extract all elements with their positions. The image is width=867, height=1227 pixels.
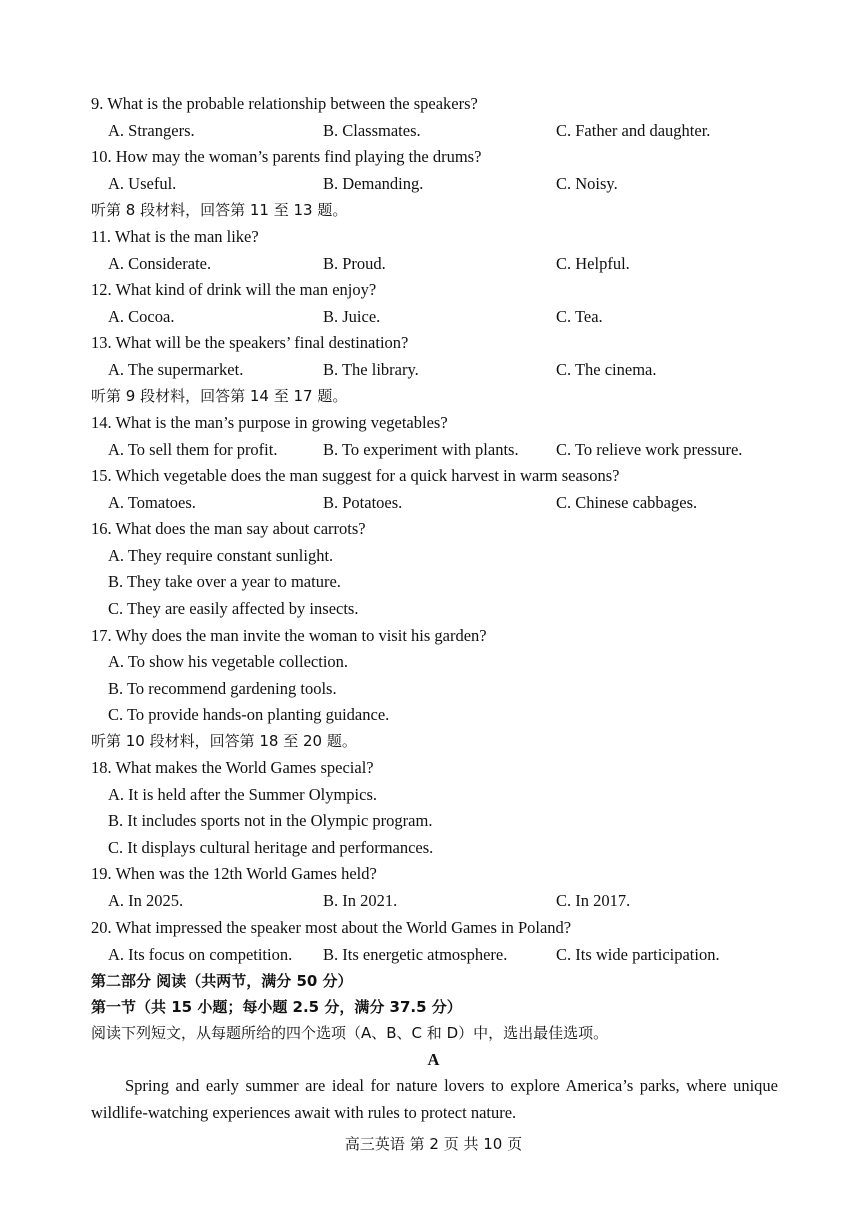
question-19-stem: 19. When was the 12th World Games held? xyxy=(91,864,377,883)
question-13-option-c: C. The cinema. xyxy=(556,360,657,379)
question-13-option-a: A. The supermarket. xyxy=(108,360,244,379)
question-10-option-c: C. Noisy. xyxy=(556,174,618,193)
section-8-instruction: 听第 8 段材料，回答第 11 至 13 题。 xyxy=(91,201,348,219)
question-9-stem: 9. What is the probable relationship between the speakers? xyxy=(91,94,478,113)
question-16-stem: 16. What does the man say about carrots? xyxy=(91,519,366,538)
question-12-option-b: B. Juice. xyxy=(323,307,381,326)
question-17-stem: 17. Why does the man invite the woman to visit his garden? xyxy=(91,626,487,645)
section-1-title: 第一节（共 15 小题；每小题 2.5 分，满分 37.5 分） xyxy=(91,998,462,1016)
question-20-option-b: B. Its energetic atmosphere. xyxy=(323,945,508,964)
question-9-option-c: C. Father and daughter. xyxy=(556,121,711,140)
passage-text: Spring and early summer are ideal for nature lovers to explore America’s parks, where unique wildlife-watching experiences await with rules to protect nature. xyxy=(91,1076,778,1122)
question-15-option-a: A. Tomatoes. xyxy=(108,493,196,512)
section-10-instruction: 听第 10 段材料，回答第 18 至 20 题。 xyxy=(91,732,357,750)
page-footer: 高三英语 第 2 页 共 10 页 xyxy=(344,1135,523,1153)
question-20-option-c: C. Its wide participation. xyxy=(556,945,720,964)
question-18-option-a: A. It is held after the Summer Olympics. xyxy=(108,785,377,804)
question-17-option-b: B. To recommend gardening tools. xyxy=(108,679,337,698)
question-12-stem: 12. What kind of drink will the man enjoy? xyxy=(91,280,377,299)
question-16-option-c: C. They are easily affected by insects. xyxy=(108,599,359,618)
passage-letter: A xyxy=(427,1050,440,1069)
question-13-option-b: B. The library. xyxy=(323,360,419,379)
question-17-option-c: C. To provide hands-on planting guidance. xyxy=(108,705,390,724)
question-19-option-c: C. In 2017. xyxy=(556,891,631,910)
question-18-option-b: B. It includes sports not in the Olympic program. xyxy=(108,811,433,830)
question-19-option-b: B. In 2021. xyxy=(323,891,398,910)
question-10-stem: 10. How may the woman’s parents find playing the drums? xyxy=(91,147,482,166)
question-20-stem: 20. What impressed the speaker most about the World Games in Poland? xyxy=(91,918,572,937)
question-18-option-c: C. It displays cultural heritage and performances. xyxy=(108,838,434,857)
part-2-title: 第二部分 阅读（共两节，满分 50 分） xyxy=(91,972,353,990)
question-11-stem: 11. What is the man like? xyxy=(91,227,259,246)
section-9-instruction: 听第 9 段材料，回答第 14 至 17 题。 xyxy=(91,387,348,405)
question-9-option-a: A. Strangers. xyxy=(108,121,195,140)
question-15-stem: 15. Which vegetable does the man suggest for a quick harvest in warm seasons? xyxy=(91,466,620,485)
question-15-option-b: B. Potatoes. xyxy=(323,493,403,512)
question-11-option-a: A. Considerate. xyxy=(108,254,212,273)
reading-instructions: 阅读下列短文，从每题所给的四个选项（A、B、C 和 D）中，选出最佳选项。 xyxy=(91,1024,609,1042)
question-11-option-c: C. Helpful. xyxy=(556,254,630,273)
question-16-option-a: A. They require constant sunlight. xyxy=(108,546,334,565)
question-10-option-a: A. Useful. xyxy=(108,174,177,193)
question-13-stem: 13. What will be the speakers’ final destination? xyxy=(91,333,409,352)
question-10-option-b: B. Demanding. xyxy=(323,174,424,193)
question-15-option-c: C. Chinese cabbages. xyxy=(556,493,698,512)
question-12-option-c: C. Tea. xyxy=(556,307,603,326)
question-9-option-b: B. Classmates. xyxy=(323,121,421,140)
question-14-option-c: C. To relieve work pressure. xyxy=(556,440,743,459)
question-14-option-a: A. To sell them for profit. xyxy=(108,440,278,459)
question-11-option-b: B. Proud. xyxy=(323,254,386,273)
question-20-option-a: A. Its focus on competition. xyxy=(108,945,293,964)
question-14-option-b: B. To experiment with plants. xyxy=(323,440,519,459)
question-17-option-a: A. To show his vegetable collection. xyxy=(108,652,349,671)
question-14-stem: 14. What is the man’s purpose in growing vegetables? xyxy=(91,413,448,432)
question-19-option-a: A. In 2025. xyxy=(108,891,184,910)
question-18-stem: 18. What makes the World Games special? xyxy=(91,758,374,777)
question-16-option-b: B. They take over a year to mature. xyxy=(108,572,341,591)
question-12-option-a: A. Cocoa. xyxy=(108,307,175,326)
